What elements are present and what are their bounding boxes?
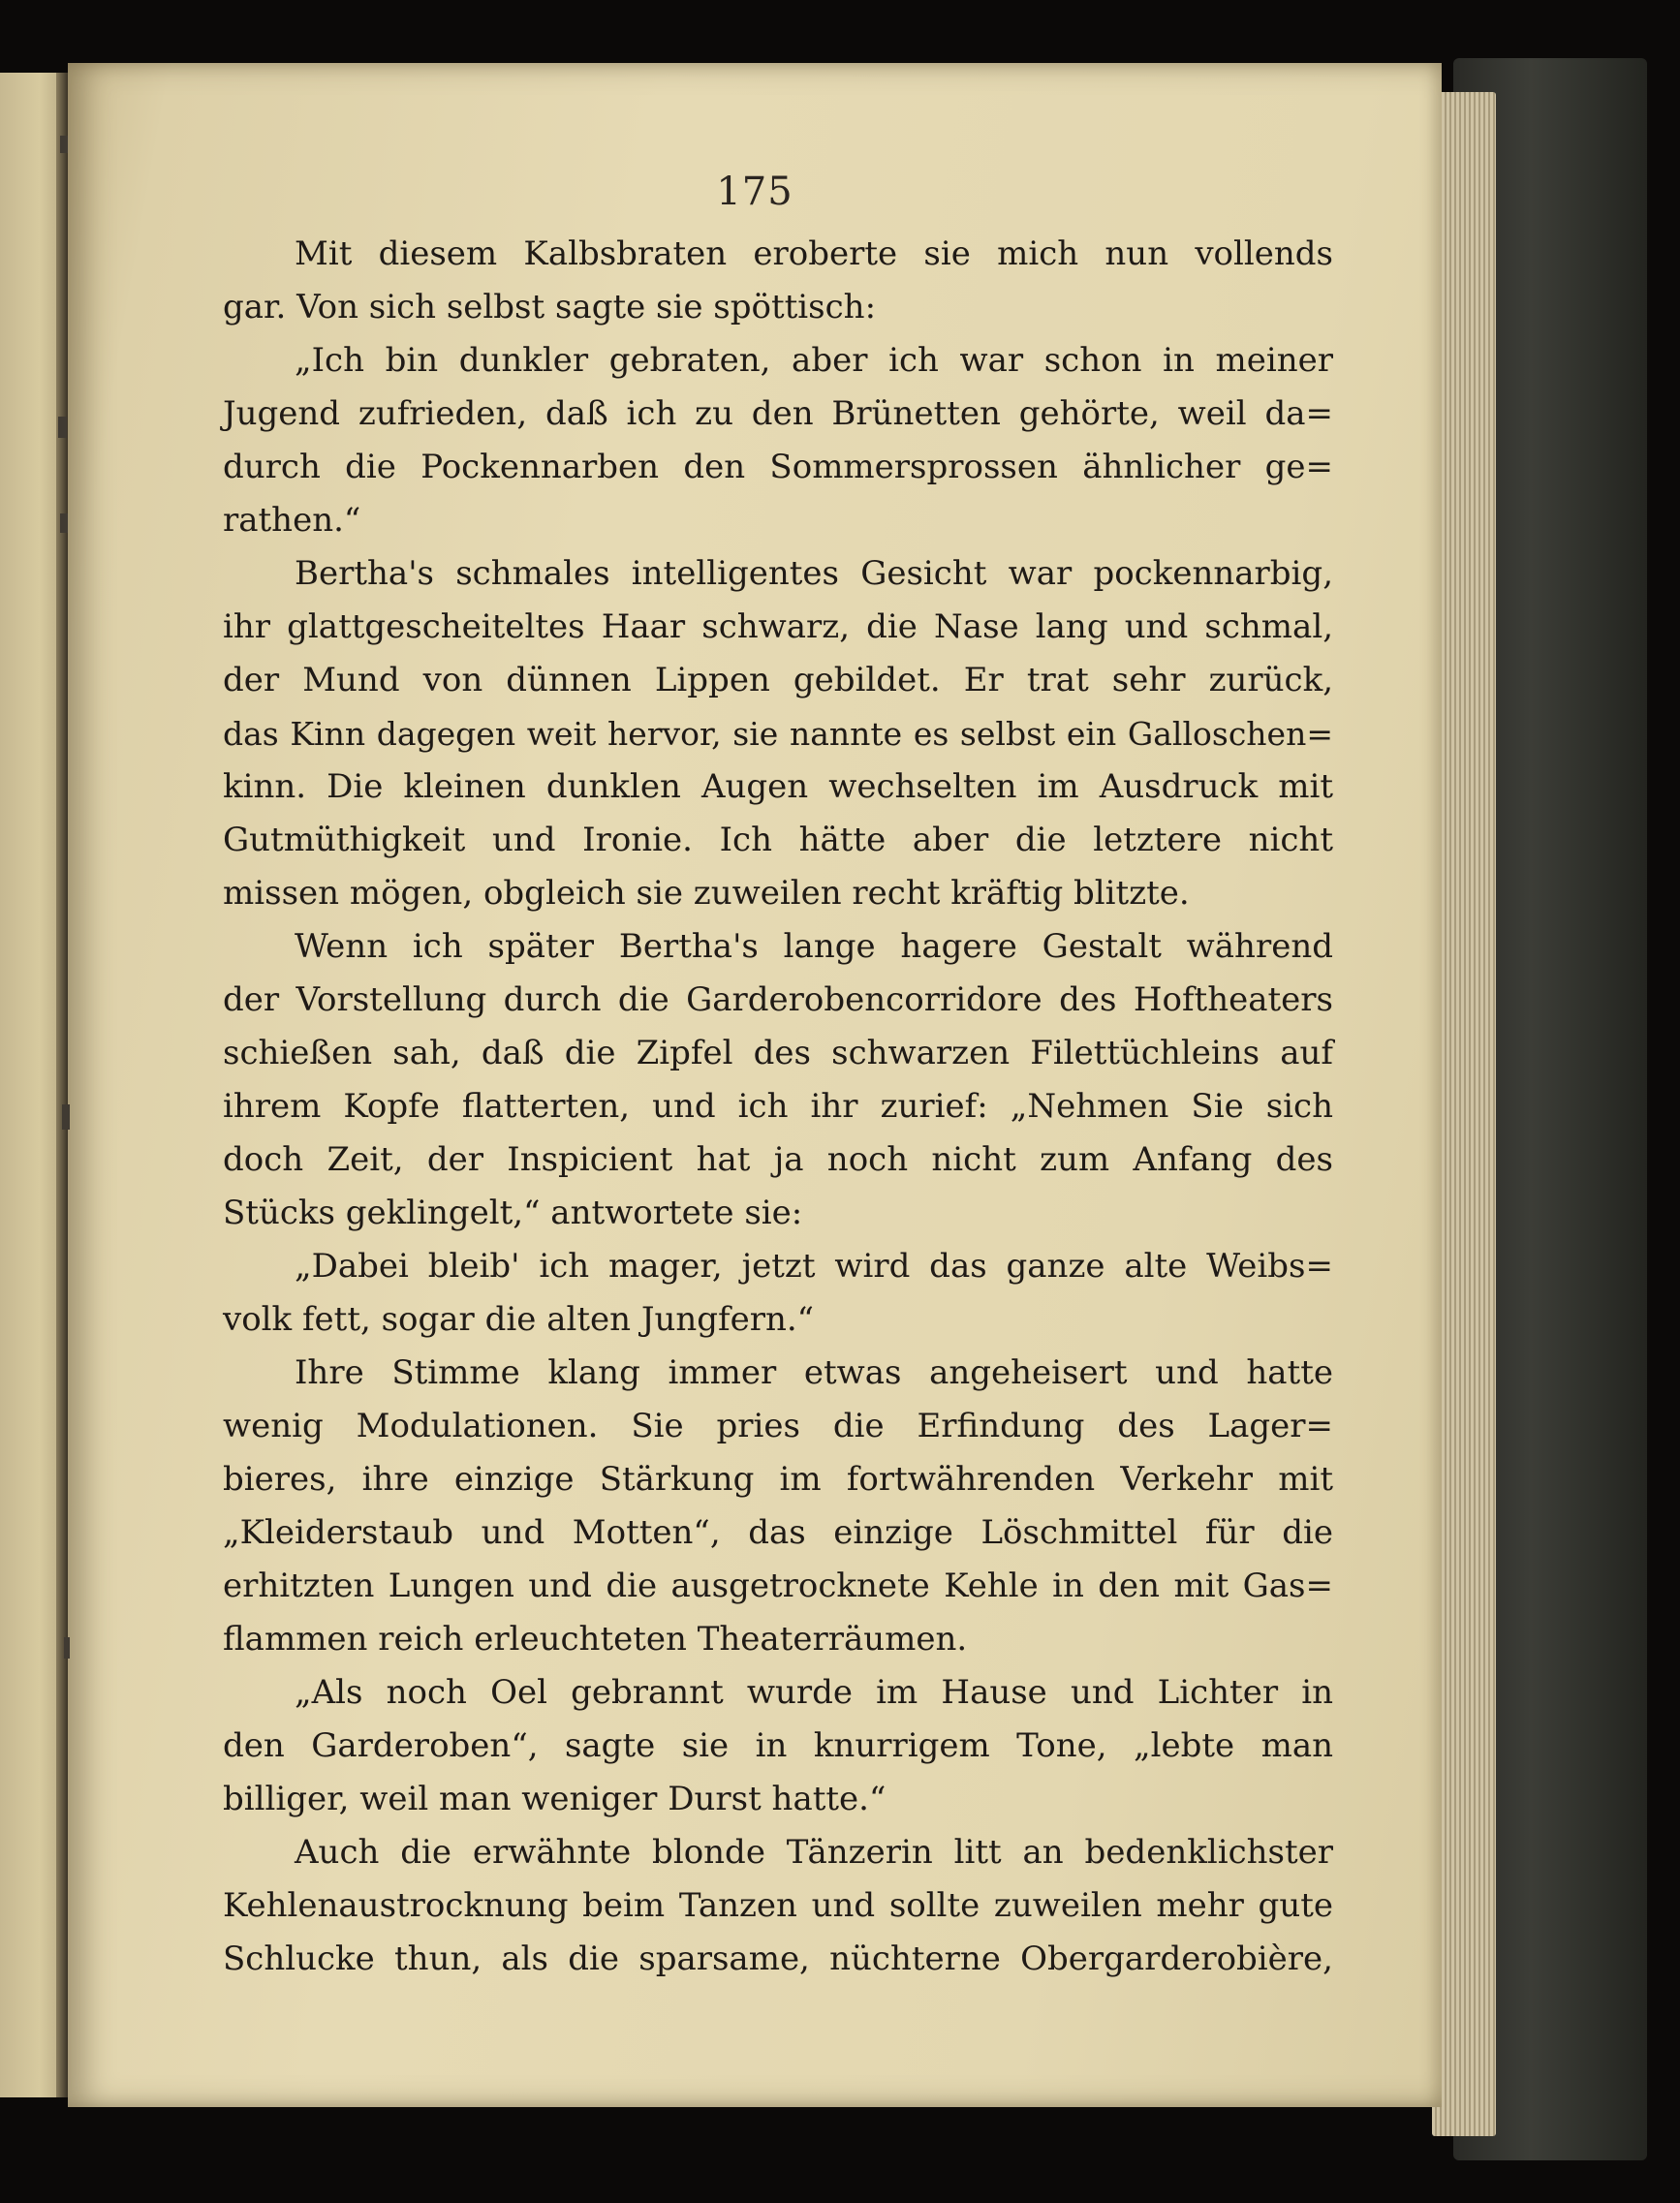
text-line: gar. Von sich selbst sagte sie spöttisch: bbox=[223, 288, 877, 326]
text-line: flammen reich erleuchteten Theaterräumen. bbox=[223, 1620, 968, 1659]
text-line: den Garderoben“, sagte sie in knurrigem Tone, „lebte man bbox=[223, 1726, 1333, 1765]
text-line: rathen.“ bbox=[223, 501, 361, 540]
text-line: volk fett, sogar die alten Jungfern.“ bbox=[223, 1300, 815, 1339]
binding-mark bbox=[60, 513, 68, 533]
text-line: der Mund von dünnen Lippen gebildet. Er trat sehr zurück, bbox=[223, 661, 1333, 699]
text-line: „Dabei bleib' ich mager, jetzt wird das ganze alte Weibs= bbox=[295, 1247, 1333, 1286]
text-line: bieres, ihre einzige Stärkung im fortwährenden Verkehr mit bbox=[223, 1460, 1333, 1499]
text-line: Auch die erwähnte blonde Tänzerin litt an bedenklichster bbox=[295, 1833, 1333, 1872]
binding-mark bbox=[60, 136, 68, 153]
text-line: Schlucke thun, als die sparsame, nüchterne Obergarderobière, bbox=[223, 1939, 1333, 1978]
text-line: der Vorstellung durch die Garderobencorridore des Hoftheaters bbox=[223, 980, 1333, 1019]
text-line: Wenn ich später Bertha's lange hagere Gestalt während bbox=[295, 927, 1333, 966]
text-line: das Kinn dagegen weit hervor, sie nannte es selbst ein Galloschen= bbox=[223, 715, 1333, 753]
text-line: missen mögen, obgleich sie zuweilen recht kräftig blitzte. bbox=[223, 874, 1190, 913]
text-line: billiger, weil man weniger Durst hatte.“ bbox=[223, 1780, 887, 1818]
text-line: schießen sah, daß die Zipfel des schwarzen Filettüchleins auf bbox=[223, 1034, 1333, 1072]
body-text bbox=[223, 228, 1333, 1986]
text-line: Gutmüthigkeit und Ironie. Ich hätte aber die letztere nicht bbox=[223, 821, 1333, 859]
text-line: erhitzten Lungen und die ausgetrocknete Kehle in den mit Gas= bbox=[223, 1567, 1333, 1605]
page-number: 175 bbox=[716, 170, 793, 214]
text-line: Ihre Stimme klang immer etwas angeheisert und hatte bbox=[295, 1353, 1333, 1392]
binding-mark bbox=[62, 1104, 70, 1130]
text-line: Jugend zufrieden, daß ich zu den Brünetten gehörte, weil da= bbox=[223, 394, 1333, 433]
text-line: ihrem Kopfe flatterten, und ich ihr zurief: „Nehmen Sie sich bbox=[223, 1087, 1333, 1126]
text-line: ihr glattgescheiteltes Haar schwarz, die Nase lang und schmal, bbox=[223, 607, 1333, 646]
text-line: Kehlenaustrocknung beim Tanzen und sollte zuweilen mehr gute bbox=[223, 1886, 1333, 1925]
book-page bbox=[68, 63, 1442, 2107]
text-line: wenig Modulationen. Sie pries die Erfindung des Lager= bbox=[223, 1407, 1333, 1445]
text-line: kinn. Die kleinen dunklen Augen wechselten im Ausdruck mit bbox=[223, 767, 1333, 806]
binding-mark bbox=[64, 1637, 70, 1659]
text-line: Stücks geklingelt,“ antwortete sie: bbox=[223, 1194, 803, 1232]
text-line: Mit diesem Kalbsbraten eroberte sie mich nun vollends bbox=[295, 234, 1333, 273]
text-line: durch die Pockennarben den Sommersprossen ähnlicher ge= bbox=[223, 448, 1333, 486]
text-line: Bertha's schmales intelligentes Gesicht war pockennarbig, bbox=[295, 554, 1333, 593]
text-line: doch Zeit, der Inspicient hat ja noch nicht zum Anfang des bbox=[223, 1140, 1333, 1179]
text-line: „Kleiderstaub und Motten“, das einzige Löschmittel für die bbox=[223, 1513, 1333, 1552]
text-line: „Als noch Oel gebrannt wurde im Hause und Lichter in bbox=[295, 1673, 1333, 1712]
text-line: „Ich bin dunkler gebraten, aber ich war schon in meiner bbox=[295, 341, 1333, 380]
binding-mark bbox=[58, 417, 67, 438]
gutter-shadow bbox=[56, 73, 68, 2097]
